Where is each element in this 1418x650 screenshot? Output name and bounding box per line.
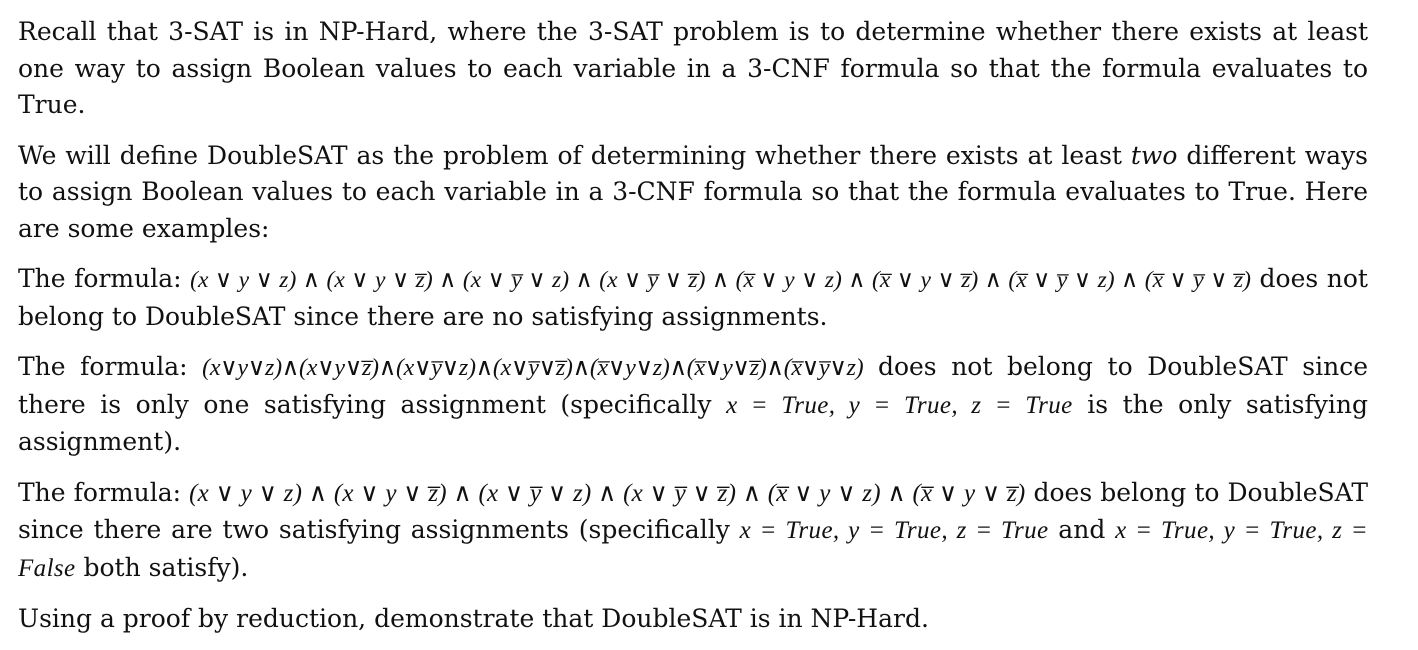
- example-1-conclusion: does not belong to DoubleSAT since there are no satisfying assignments.: [18, 264, 1368, 331]
- example-3-conclusion: both satisfy).: [75, 552, 249, 582]
- definition-paragraph: [18, 138, 1368, 248]
- example-3-assignment-2: x = True, y = True, z = False: [18, 517, 1369, 582]
- example-2-explanation: does not belong to DoubleSAT since there is only one satisfying assignment (specifically: [18, 352, 1368, 419]
- example-3: [18, 475, 1368, 588]
- example-1-lead: The formula:: [18, 264, 191, 293]
- task-text: Using a proof by reduction, demonstrate that DoubleSAT is in NP-Hard.: [18, 604, 929, 633]
- problem-statement: [18, 14, 1368, 650]
- example-2-lead: The formula:: [18, 352, 203, 381]
- definition-emphasis: two: [1130, 140, 1178, 170]
- task-paragraph: [18, 601, 1368, 638]
- intro-text: Recall that 3-SAT is in NP-Hard, where the 3-SAT problem is to determine whether there exists at least one way to assign Boolean values to each variable in a 3-CNF formula so that the formula evaluates to True.: [18, 17, 1368, 119]
- example-3-lead: The formula:: [18, 477, 190, 507]
- example-2-conclusion: is the only satisfying assignment).: [18, 389, 1368, 456]
- example-2-formula: (x∨y∨z)∧(x∨y∨z̅)∧(x∨y̅∨z)∧(x∨y̅∨z̅)∧(x̅∨y∨z)∧(x̅∨y∨z̅)∧(x̅∨y̅∨z): [202, 355, 864, 381]
- example-3-assignment-1: x = True, y = True, z = True: [739, 517, 1049, 544]
- example-1-formula: (x ∨ y ∨ z) ∧ (x ∨ y ∨ z̅) ∧ (x ∨ y̅ ∨ z) ∧ (x ∨ y̅ ∨ z̅) ∧ (x̅ ∨ y ∨ z) ∧ (x̅ ∨ y ∨ z̅) ∧ (x̅ ∨ y̅ ∨ z) ∧ (x̅ ∨ y̅ ∨ z̅): [190, 267, 1251, 293]
- example-1: [18, 261, 1368, 335]
- definition-text-start: We will define DoubleSAT as the problem of determining whether there exists at least: [18, 140, 1131, 170]
- definition-text-end: different ways to assign Boolean values to each variable in a 3-CNF formula so that the formula evaluates to True. Here are some examples:: [18, 140, 1368, 243]
- example-2: [18, 349, 1368, 461]
- example-2-assignment: x = True, y = True, z = True: [726, 391, 1073, 419]
- example-3-and: and: [1048, 515, 1116, 544]
- intro-paragraph: [18, 14, 1368, 124]
- example-3-formula: (x ∨ y ∨ z) ∧ (x ∨ y ∨ z̅) ∧ (x ∨ y̅ ∨ z) ∧ (x ∨ y̅ ∨ z̅) ∧ (x̅ ∨ y ∨ z) ∧ (x̅ ∨ y ∨ z̅): [189, 479, 1026, 507]
- example-3-explanation: does belong to DoubleSAT since there are two satisfying assignments (specifically: [18, 477, 1368, 544]
